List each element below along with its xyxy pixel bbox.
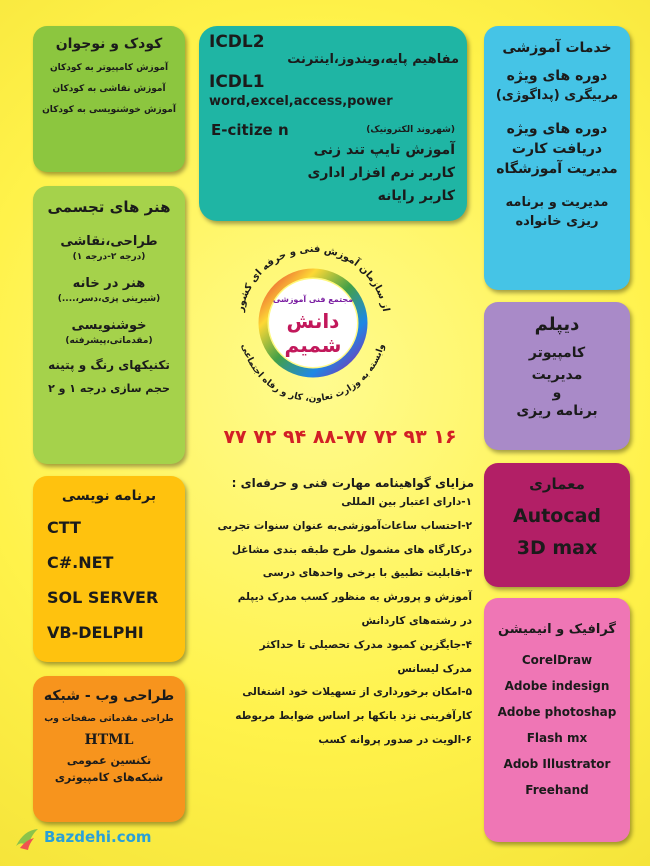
icdl1-label: ICDL1 xyxy=(209,72,265,92)
graphic-item: Adobe indesign xyxy=(504,679,610,693)
icdl-line: کاربر نرم افزار اداری xyxy=(307,165,455,181)
graphic-item: CorelDraw xyxy=(521,653,593,667)
architecture-card xyxy=(484,463,630,587)
benefit-line: ۱-دارای اعتبار بین المللی xyxy=(341,496,472,508)
programming-item: C#.NET xyxy=(47,553,114,572)
services-line: دوره های ویژه xyxy=(506,121,608,137)
web-title: طراحی وب - شبکه xyxy=(43,688,175,704)
diploma-card xyxy=(484,302,630,450)
art-item: تکنیکهای رنگ و پتینه xyxy=(48,358,170,372)
benefit-line: ۴-جایگزین کمبود مدرک تحصیلی تا حداکثر xyxy=(259,638,472,651)
benefit-line: ۲-احتساب ساعات‌آموزشی‌به عنوان سنوات تجربی xyxy=(217,519,472,532)
programming-item: SOL SERVER xyxy=(47,588,159,607)
diploma-title: دیپلم xyxy=(534,314,580,335)
kids-item: آموزش خوشنویسی به کودکان xyxy=(42,105,176,115)
services-card xyxy=(484,26,630,290)
art-item: هنر در خانه xyxy=(72,276,146,291)
benefit-line: کارآفرینی نزد بانکها بر اساس ضوابط مربوطه xyxy=(235,710,472,723)
web-line: طراحی مقدماتی صفحات وب xyxy=(44,714,174,724)
watermark[interactable] xyxy=(14,826,194,852)
art-item-sub: (شیرینی پزی،دسر،....) xyxy=(57,294,161,304)
benefit-line: ۳-قابلیت تطبیق با برخی واحدهای درسی xyxy=(262,567,472,580)
ecitizen-label: E-citize n xyxy=(211,121,289,139)
graphic-item: Adobe photoshap xyxy=(497,705,617,719)
icdl2-label: ICDL2 xyxy=(209,32,265,52)
graphic-item: Flash mx xyxy=(526,731,588,745)
programming-card xyxy=(33,476,185,662)
icdl-line: کاربر رایانه xyxy=(377,188,455,204)
benefits-section xyxy=(185,468,482,853)
benefit-line: درکارگاه های مشمول طرح طبقه بندی مشاغل xyxy=(231,543,472,556)
phone-number: ۷۷ ۷۲ ۹۴ ۸۸-۷۷ ۷۲ ۹۳ ۱۶ xyxy=(223,426,457,448)
benefit-line: ۶-الویت در صدور پروانه کسب xyxy=(318,733,472,746)
programming-title: برنامه نویسی xyxy=(61,488,157,504)
benefit-line: مدرک لیسانس xyxy=(397,662,472,675)
graphic-card xyxy=(484,598,630,842)
logo-arc-top-text: از سازمان آموزش فنی و حرفه ای کشور xyxy=(234,243,392,313)
ecitizen-desc: (شهروند الکترونیک) xyxy=(366,125,455,135)
services-line: دریافت کارت xyxy=(511,141,603,157)
icdl2-desc: مفاهیم پایه،ویندوز،اینترنت xyxy=(287,52,459,67)
logo-arc-bottom-text: وابسته به وزارت تعاون، کار و رفاه اجتماعی xyxy=(238,342,388,405)
diploma-line: مدیریت xyxy=(531,367,583,383)
services-line: مدیریت و برنامه xyxy=(505,195,609,210)
services-line: دوره های ویژه xyxy=(506,68,608,84)
architecture-item: 3D max xyxy=(516,537,598,559)
services-title: خدمات آموزشی xyxy=(502,40,612,56)
programming-item: VB-DELPHI xyxy=(47,623,144,642)
diploma-line: برنامه ریزی xyxy=(516,403,598,419)
kids-card xyxy=(33,26,185,172)
graphic-title: گرافیک و انیمیشن xyxy=(498,622,616,637)
services-line: مربیگری (پداگوژی) xyxy=(495,88,619,103)
art-title: هنر های تجسمی xyxy=(47,198,171,216)
benefit-line: آموزش و پرورش به منظور کسب مدرک دیپلم xyxy=(237,591,472,604)
graphic-item: Adob Illustrator xyxy=(503,757,611,771)
benefit-line: ۵-امکان برخورداری از تسهیلات خود اشتغالی xyxy=(242,686,472,699)
architecture-title: معماری xyxy=(529,475,585,493)
programming-item: CTT xyxy=(47,518,81,537)
web-card xyxy=(33,676,185,822)
logo-name-bottom: شمیم xyxy=(284,333,342,357)
watermark-text: Bazdehi.com xyxy=(44,828,152,846)
graphic-item: Freehand xyxy=(525,783,589,797)
icdl-card xyxy=(199,26,467,221)
logo-name-top: دانش xyxy=(286,309,340,333)
services-line: مدیریت آموزشگاه xyxy=(496,161,618,177)
architecture-item: Autocad xyxy=(512,505,602,527)
art-item: طراحی،نقاشی xyxy=(60,234,158,249)
benefits-title: مزایای گواهینامه مهارت فنی و حرفه‌ای : xyxy=(231,476,474,490)
institute-logo xyxy=(228,238,398,408)
web-line: شبکه‌های کامپیوتری xyxy=(54,771,164,784)
art-item-sub: (مقدماتی،پیشرفته) xyxy=(65,336,153,346)
art-card xyxy=(33,186,185,464)
art-item: حجم سازی درجه ۱ و ۲ xyxy=(48,382,170,395)
icdl-line: آموزش تایپ تند زنی xyxy=(313,142,455,158)
art-item-sub: (درجه ۲-درجه ۱) xyxy=(72,252,146,262)
icdl1-desc: word,excel,access,power xyxy=(209,94,393,109)
diploma-line: کامپیوتر xyxy=(528,345,586,361)
diploma-line: و xyxy=(552,385,562,401)
services-line: ریزی خانواده xyxy=(515,214,599,229)
bird-icon xyxy=(14,826,40,852)
kids-item: آموزش کامپیوتر به کودکان xyxy=(49,63,169,73)
kids-title: کودک و نوجوان xyxy=(55,36,163,52)
web-line: HTML xyxy=(84,732,134,748)
logo-center-top: مجتمع فنی آموزشی xyxy=(272,295,354,304)
web-line: تکنسین عمومی xyxy=(66,754,152,767)
benefit-line: در رشته‌های کاردانش xyxy=(361,614,472,627)
art-item: خوشنویسی xyxy=(71,318,147,333)
kids-item: آموزش نقاشی به کودکان xyxy=(52,84,166,94)
